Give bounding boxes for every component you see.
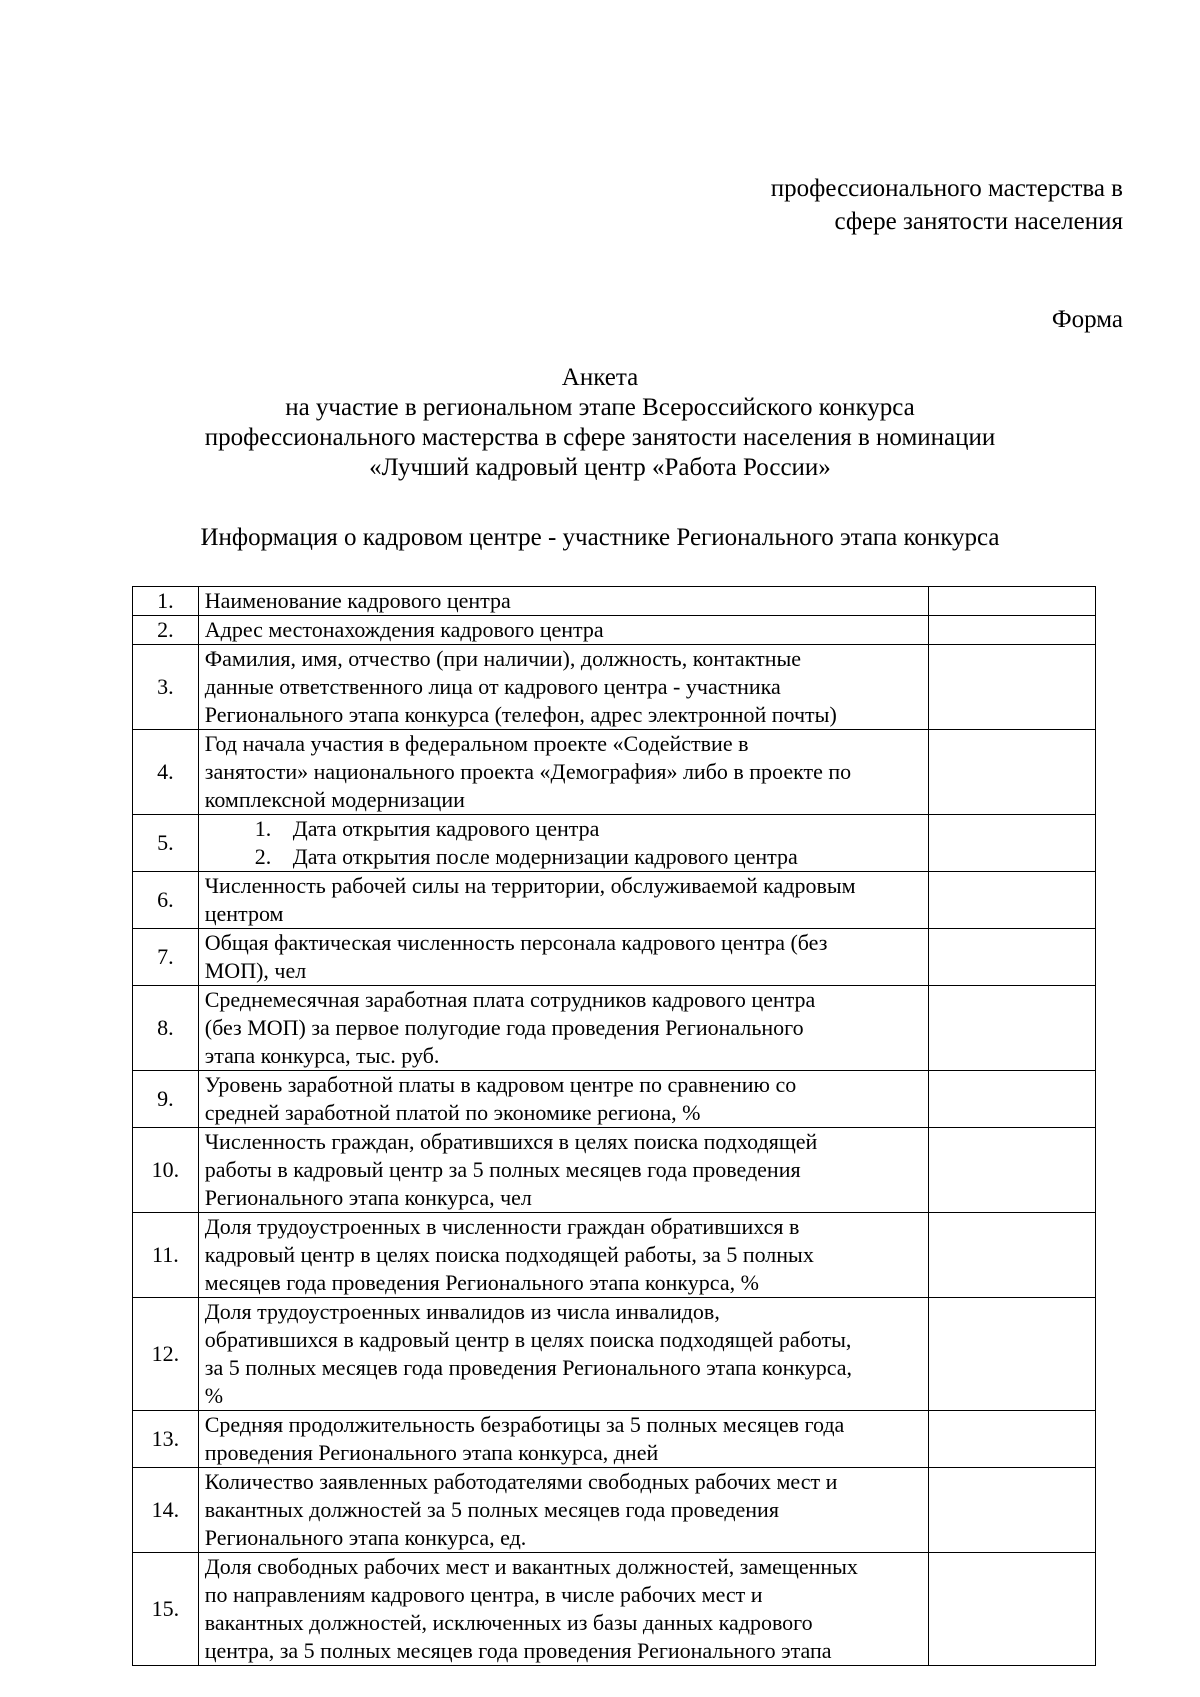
answer-cell[interactable] xyxy=(928,645,1095,730)
row-description xyxy=(198,587,928,616)
description-line: месяцев года проведения Регионального этапа конкурса, % xyxy=(204,1270,759,1295)
description-line: Общая фактическая численность персонала кадрового центра (без xyxy=(204,930,828,955)
description-line: Среднемесячная заработная плата сотрудников кадрового центра xyxy=(204,987,816,1012)
row-description xyxy=(198,645,928,730)
description-line: Регионального этапа конкурса, ед. xyxy=(204,1525,527,1550)
table-row xyxy=(133,872,1096,929)
table-row xyxy=(133,986,1096,1071)
row-number: 1. xyxy=(133,587,199,616)
row-description xyxy=(198,872,928,929)
sub-list xyxy=(205,815,922,871)
description-line: Количество заявленных работодателями свободных рабочих мест и xyxy=(204,1469,838,1494)
answer-cell[interactable] xyxy=(928,1553,1095,1666)
description-line: средней заработной платой по экономике региона, % xyxy=(204,1100,701,1125)
sub-list-item xyxy=(255,843,922,871)
document-title xyxy=(60,363,1140,483)
table-row xyxy=(133,1071,1096,1128)
description-line: Регионального этапа конкурса, чел xyxy=(204,1185,532,1210)
description-line: Средняя продолжительность безработицы за 5 полных месяцев года xyxy=(204,1412,845,1437)
sub-list-text: Дата открытия после модернизации кадрового центра xyxy=(292,844,798,869)
answer-cell[interactable] xyxy=(928,1128,1095,1213)
description-line: центром xyxy=(204,901,284,926)
row-number: 6. xyxy=(133,872,199,929)
answer-cell[interactable] xyxy=(928,616,1095,645)
description-line: Год начала участия в федеральном проекте «Содействие в xyxy=(204,731,749,756)
description-line: Доля свободных рабочих мест и вакантных должностей, замещенных xyxy=(204,1554,858,1579)
title-line-2: на участие в региональном этапе Всероссийского конкурса xyxy=(285,394,915,421)
description-line: кадровый центр в целях поиска подходящей работы, за 5 полных xyxy=(204,1242,814,1267)
answer-cell[interactable] xyxy=(928,986,1095,1071)
description-line: данные ответственного лица от кадрового центра - участника xyxy=(204,674,781,699)
row-number: 3. xyxy=(133,645,199,730)
description-line: Численность граждан, обратившихся в целях поиска подходящей xyxy=(204,1129,818,1154)
table-row xyxy=(133,616,1096,645)
header-line-1: профессионального мастерства в xyxy=(770,175,1123,202)
forma-label: Форма xyxy=(1051,306,1123,333)
questionnaire-table-body xyxy=(133,587,1096,1666)
description-line: Фамилия, имя, отчество (при наличии), должность, контактные xyxy=(204,646,802,671)
answer-cell[interactable] xyxy=(928,730,1095,815)
row-description xyxy=(198,616,928,645)
description-line: по направлениям кадрового центра, в числе рабочих мест и xyxy=(204,1582,763,1607)
table-row xyxy=(133,587,1096,616)
answer-cell[interactable] xyxy=(928,1411,1095,1468)
table-row xyxy=(133,1468,1096,1553)
answer-cell[interactable] xyxy=(928,1298,1095,1411)
table-row xyxy=(133,730,1096,815)
row-number: 15. xyxy=(133,1553,199,1666)
page-bottom-edge xyxy=(0,1690,1200,1697)
table-row xyxy=(133,815,1096,872)
row-number: 9. xyxy=(133,1071,199,1128)
title-line-3: профессионального мастерства в сфере занятости населения в номинации xyxy=(204,424,996,451)
row-description xyxy=(198,1071,928,1128)
answer-cell[interactable] xyxy=(928,1468,1095,1553)
row-description xyxy=(198,1213,928,1298)
description-line: за 5 полных месяцев года проведения Регионального этапа конкурса, xyxy=(204,1355,853,1380)
sub-list-number: 1. xyxy=(254,816,272,841)
row-description xyxy=(198,1411,928,1468)
description-line: занятости» национального проекта «Демография» либо в проекте по xyxy=(204,759,852,784)
answer-cell[interactable] xyxy=(928,929,1095,986)
description-line: МОП), чел xyxy=(204,958,307,983)
sub-list-text: Дата открытия кадрового центра xyxy=(292,816,600,841)
row-description xyxy=(198,1468,928,1553)
row-description xyxy=(198,929,928,986)
answer-cell[interactable] xyxy=(928,872,1095,929)
row-number: 8. xyxy=(133,986,199,1071)
description-line: вакантных должностей, исключенных из базы данных кадрового xyxy=(204,1610,813,1635)
row-number: 7. xyxy=(133,929,199,986)
row-number: 10. xyxy=(133,1128,199,1213)
description-line: проведения Регионального этапа конкурса, дней xyxy=(204,1440,659,1465)
row-number: 5. xyxy=(133,815,199,872)
row-number: 4. xyxy=(133,730,199,815)
answer-cell[interactable] xyxy=(928,1071,1095,1128)
description-line: этапа конкурса, тыс. руб. xyxy=(204,1043,440,1068)
sub-list-number: 2. xyxy=(254,844,272,869)
table-row xyxy=(133,929,1096,986)
table-row xyxy=(133,645,1096,730)
answer-cell[interactable] xyxy=(928,1213,1095,1298)
description-line: вакантных должностей за 5 полных месяцев года проведения xyxy=(204,1497,779,1522)
title-line-1: Анкета xyxy=(561,364,639,391)
header-line-2: сфере занятости населения xyxy=(834,208,1123,235)
description-line: Доля трудоустроенных инвалидов из числа инвалидов, xyxy=(204,1299,720,1324)
row-description xyxy=(198,986,928,1071)
row-description xyxy=(198,1128,928,1213)
sub-list-item xyxy=(255,815,922,843)
row-description xyxy=(198,730,928,815)
description-line: работы в кадровый центр за 5 полных месяцев года проведения xyxy=(204,1157,801,1182)
questionnaire-table xyxy=(132,586,1096,1666)
description-line: Численность рабочей силы на территории, обслуживаемой кадровым xyxy=(204,873,856,898)
description-line: комплексной модернизации xyxy=(204,787,465,812)
description-line: Наименование кадрового центра xyxy=(204,588,511,613)
title-line-4: «Лучший кадровый центр «Работа России» xyxy=(369,454,831,481)
description-line: Уровень заработной платы в кадровом центре по сравнению со xyxy=(204,1072,797,1097)
table-row xyxy=(133,1213,1096,1298)
answer-cell[interactable] xyxy=(928,587,1095,616)
row-number: 14. xyxy=(133,1468,199,1553)
description-line: % xyxy=(204,1383,224,1408)
row-description xyxy=(198,1298,928,1411)
table-row xyxy=(133,1298,1096,1411)
row-description xyxy=(198,1553,928,1666)
description-line: Адрес местонахождения кадрового центра xyxy=(204,617,604,642)
description-line: Доля трудоустроенных в численности граждан обратившихся в xyxy=(204,1214,800,1239)
document-subtitle: Информация о кадровом центре - участнике Регионального этапа конкурса xyxy=(200,524,1000,551)
table-row xyxy=(133,1128,1096,1213)
row-number: 13. xyxy=(133,1411,199,1468)
description-line: Регионального этапа конкурса (телефон, адрес электронной почты) xyxy=(204,702,837,727)
row-number: 11. xyxy=(133,1213,199,1298)
answer-cell[interactable] xyxy=(928,815,1095,872)
row-description xyxy=(198,815,928,872)
row-number: 12. xyxy=(133,1298,199,1411)
description-line: (без МОП) за первое полугодие года проведения Регионального xyxy=(204,1015,804,1040)
row-number: 2. xyxy=(133,616,199,645)
header-right xyxy=(771,172,1123,238)
table-row xyxy=(133,1411,1096,1468)
description-line: центра, за 5 полных месяцев года проведения Регионального этапа xyxy=(204,1638,832,1663)
table-row xyxy=(133,1553,1096,1666)
description-line: обратившихся в кадровый центр в целях поиска подходящей работы, xyxy=(204,1327,852,1352)
